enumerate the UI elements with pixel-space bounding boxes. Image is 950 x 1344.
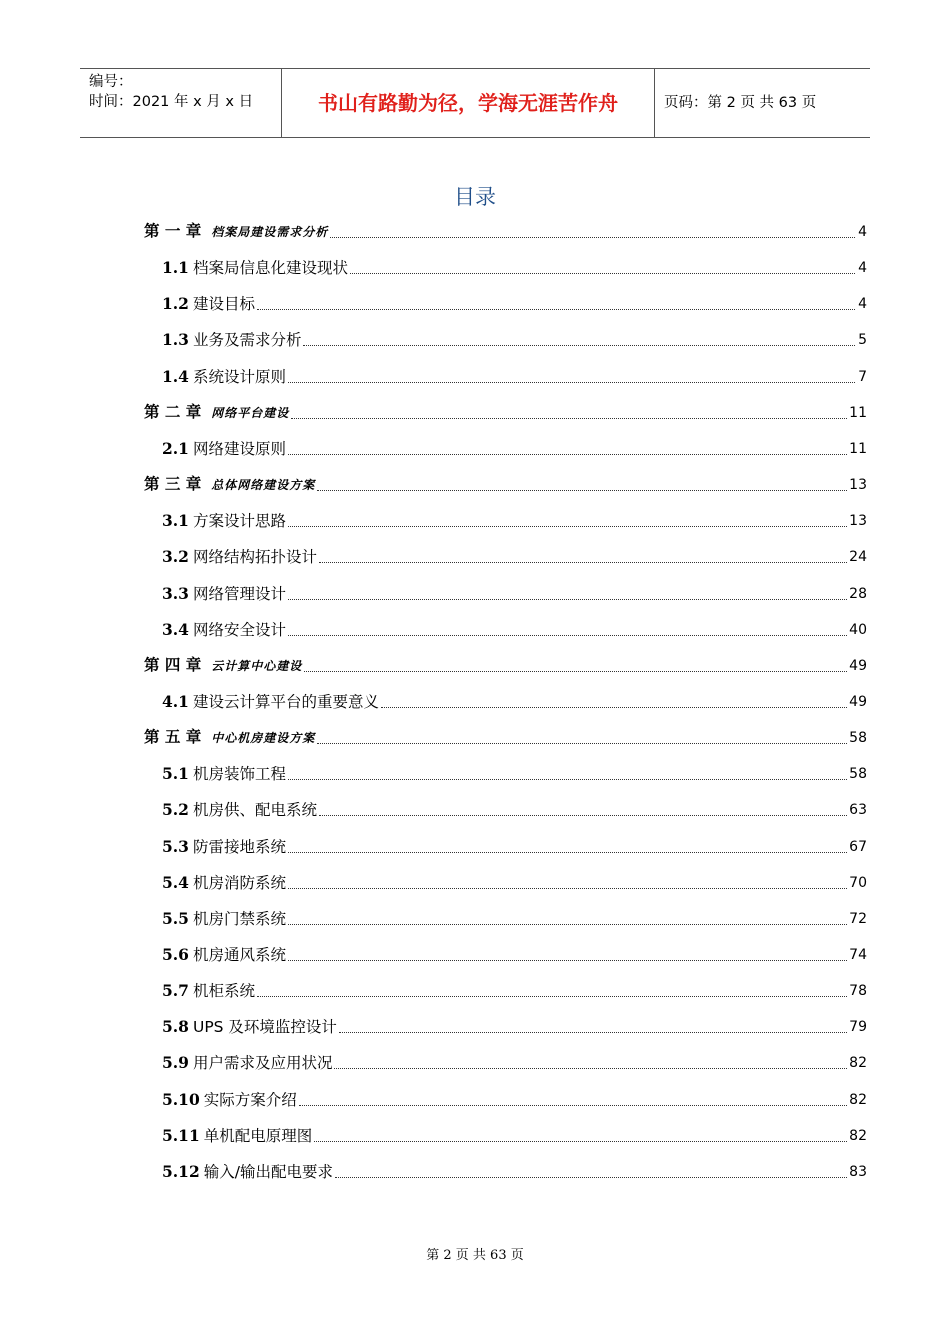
toc-leader-dots (381, 706, 847, 708)
toc-entry-number: 4.1 (162, 692, 189, 711)
toc-section-entry[interactable] (162, 1123, 867, 1147)
toc-page-number: 83 (849, 1164, 867, 1180)
toc-entry-number: 3.2 (162, 547, 189, 566)
toc-leader-dots (317, 489, 847, 491)
toc-leader-dots (319, 561, 847, 563)
toc-entry-title: 实际方案介绍 (203, 1091, 297, 1109)
toc-entry-title: 用户需求及应用状况 (192, 1054, 333, 1072)
toc-section-entry[interactable] (162, 617, 867, 641)
toc-entry-title: 机房通风系统 (192, 946, 286, 964)
toc-section-entry[interactable] (162, 870, 867, 894)
toc-chapter-entry[interactable] (144, 653, 867, 677)
toc-entry-label (162, 1126, 312, 1147)
toc-entry-number: 1.3 (162, 330, 189, 349)
toc-leader-dots (288, 634, 847, 636)
toc-leader-dots (334, 1067, 847, 1069)
toc-entry-title: 总体网络建设方案 (211, 478, 316, 492)
toc-entry-title: 档案局建设需求分析 (211, 225, 329, 239)
toc-entry-label (162, 1162, 333, 1183)
toc-entry-number: 5.1 (162, 764, 189, 783)
header-divider (654, 69, 655, 137)
toc-entry-label (162, 800, 317, 821)
toc-entry-title: 机房供、配电系统 (192, 801, 317, 819)
toc-section-entry[interactable] (162, 1159, 867, 1183)
toc-entry-number: 3.4 (162, 620, 189, 639)
toc-entry-number: 第 五 章 (144, 727, 202, 746)
toc-entry-number: 3.1 (162, 511, 189, 530)
toc-leader-dots (257, 308, 855, 310)
toc-entry-label (162, 1017, 337, 1038)
header-page-info: 页码：第 2 页 共 63 页 (664, 95, 817, 111)
toc-page-number: 4 (858, 296, 867, 312)
date-label: 时间：2021 年 x 月 x 日 (89, 94, 254, 110)
toc-page-number: 7 (858, 369, 867, 385)
toc-entry-label (144, 221, 328, 243)
toc-leader-dots (319, 814, 847, 816)
toc-entry-number: 第 四 章 (144, 655, 202, 674)
toc-page-number: 40 (849, 622, 867, 638)
toc-entry-number: 5.9 (162, 1053, 189, 1072)
toc-leader-dots (288, 923, 847, 925)
toc-entry-number: 5.3 (162, 837, 189, 856)
toc-page-number: 4 (858, 224, 867, 240)
toc-entry-label (162, 764, 286, 785)
toc-entry-title: 建设云计算平台的重要意义 (192, 693, 379, 711)
toc-entry-label (144, 655, 302, 677)
toc-entry-title: 网络管理设计 (192, 585, 286, 603)
toc-entry-label (162, 837, 286, 858)
toc-leader-dots (291, 417, 847, 419)
toc-entry-label (162, 1053, 332, 1074)
toc-leader-dots (288, 381, 855, 383)
toc-page-number: 72 (849, 911, 867, 927)
toc-entry-number: 第 一 章 (144, 221, 202, 240)
toc-page-number: 82 (849, 1055, 867, 1071)
toc-entry-number: 3.3 (162, 584, 189, 603)
toc-entry-number: 5.5 (162, 909, 189, 928)
toc-entry-number: 第 三 章 (144, 474, 202, 493)
toc-page-number: 78 (849, 983, 867, 999)
toc-leader-dots (288, 959, 847, 961)
toc-section-entry[interactable] (162, 364, 867, 388)
toc-page-number: 28 (849, 586, 867, 602)
toc-entry-title: 档案局信息化建设现状 (192, 259, 348, 277)
toc-section-entry[interactable] (162, 436, 867, 460)
toc-entry-title: UPS 及环境监控设计 (192, 1018, 337, 1036)
toc-entry-label (162, 511, 286, 532)
toc-page-number: 67 (849, 839, 867, 855)
toc-entry-title: 防雷接地系统 (192, 838, 286, 856)
toc-entry-label (162, 945, 286, 966)
toc-section-entry[interactable] (162, 797, 867, 821)
document-header (80, 68, 870, 138)
toc-page-number: 63 (849, 802, 867, 818)
toc-entry-title: 建设目标 (192, 295, 255, 313)
toc-leader-dots (314, 1140, 847, 1142)
toc-leader-dots (257, 995, 847, 997)
toc-entry-title: 云计算中心建设 (211, 659, 303, 673)
toc-page-number: 79 (849, 1019, 867, 1035)
toc-leader-dots (288, 778, 847, 780)
toc-section-entry[interactable] (162, 978, 867, 1002)
toc-entry-title: 网络平台建设 (211, 406, 290, 420)
toc-entry-title: 机房装饰工程 (192, 765, 286, 783)
toc-section-entry[interactable] (162, 1087, 867, 1111)
header-motto: 书山有路勤为径，学海无涯苦作舟 (318, 91, 618, 115)
toc-entry-title: 网络安全设计 (192, 621, 286, 639)
toc-entry-number: 5.4 (162, 873, 189, 892)
toc-section-entry[interactable] (162, 1050, 867, 1074)
toc-section-entry[interactable] (162, 327, 867, 351)
toc-leader-dots (303, 344, 855, 346)
toc-section-entry[interactable] (162, 291, 867, 315)
toc-chapter-entry[interactable] (144, 219, 867, 243)
toc-entry-title: 机房消防系统 (192, 874, 286, 892)
toc-page-number: 13 (849, 477, 867, 493)
toc-section-entry[interactable] (162, 761, 867, 785)
toc-entry-label (144, 474, 315, 496)
toc-entry-label (162, 873, 286, 894)
toc-section-entry[interactable] (162, 255, 867, 279)
toc-section-entry[interactable] (162, 544, 867, 568)
toc-entry-number: 1.4 (162, 367, 189, 386)
toc-page-number: 11 (849, 405, 867, 421)
toc-page-number: 82 (849, 1128, 867, 1144)
toc-entry-number: 5.6 (162, 945, 189, 964)
toc-entry-label (162, 330, 301, 351)
toc-chapter-entry[interactable] (144, 725, 867, 749)
toc-entry-title: 机柜系统 (192, 982, 255, 1000)
toc-chapter-entry[interactable] (144, 400, 867, 424)
toc-leader-dots (350, 272, 855, 274)
toc-section-entry[interactable] (162, 689, 867, 713)
toc-entry-number: 2.1 (162, 439, 189, 458)
toc-section-entry[interactable] (162, 1014, 867, 1038)
toc-leader-dots (288, 598, 847, 600)
toc-section-entry[interactable] (162, 581, 867, 605)
toc-entry-label (162, 367, 286, 388)
toc-page-number: 74 (849, 947, 867, 963)
toc-entry-label (162, 294, 255, 315)
toc-entry-label (162, 258, 348, 279)
toc-page-number: 82 (849, 1092, 867, 1108)
toc-entry-label (162, 439, 286, 460)
toc-entry-label (162, 1090, 297, 1111)
toc-section-entry[interactable] (162, 942, 867, 966)
toc-leader-dots (288, 525, 847, 527)
toc-entry-label (162, 692, 379, 713)
toc-entry-label (144, 727, 315, 749)
toc-entry-title: 单机配电原理图 (203, 1127, 313, 1145)
toc-entry-title: 方案设计思路 (192, 512, 286, 530)
toc-leader-dots (304, 670, 847, 672)
toc-page-number: 49 (849, 658, 867, 674)
toc-section-entry[interactable] (162, 834, 867, 858)
toc-entry-number: 5.7 (162, 981, 189, 1000)
toc-entry-number: 1.2 (162, 294, 189, 313)
toc-page-number: 4 (858, 260, 867, 276)
toc-entry-number: 5.12 (162, 1162, 200, 1181)
toc-title: 目录 (454, 185, 496, 209)
toc-entry-title: 业务及需求分析 (192, 331, 302, 349)
toc-page-number: 13 (849, 513, 867, 529)
toc-leader-dots (335, 1176, 847, 1178)
toc-entry-label (162, 547, 317, 568)
toc-entry-label (162, 909, 286, 930)
toc-section-entry[interactable] (162, 508, 867, 532)
toc-page-number: 49 (849, 694, 867, 710)
toc-entry-label (162, 981, 255, 1002)
toc-page-number: 24 (849, 549, 867, 565)
toc-leader-dots (288, 887, 847, 889)
toc-page-number: 58 (849, 766, 867, 782)
toc-leader-dots (330, 236, 855, 238)
toc-entry-label (162, 620, 286, 641)
toc-leader-dots (339, 1031, 847, 1033)
toc-entry-number: 5.2 (162, 800, 189, 819)
toc-leader-dots (288, 453, 847, 455)
toc-entry-number: 第 二 章 (144, 402, 202, 421)
toc-entry-label (162, 584, 286, 605)
page-footer: 第 2 页 共 63 页 (426, 1248, 524, 1263)
toc-chapter-entry[interactable] (144, 472, 867, 496)
toc-entry-title: 网络结构拓扑设计 (192, 548, 317, 566)
toc-entry-title: 中心机房建设方案 (211, 731, 316, 745)
toc-leader-dots (317, 742, 847, 744)
toc-page-number: 70 (849, 875, 867, 891)
toc-entry-title: 系统设计原则 (192, 368, 286, 386)
toc-entry-title: 网络建设原则 (192, 440, 286, 458)
toc-leader-dots (288, 851, 847, 853)
toc-entry-label (144, 402, 289, 424)
toc-section-entry[interactable] (162, 906, 867, 930)
toc-entry-number: 1.1 (162, 258, 189, 277)
number-label: 编号： (89, 74, 133, 90)
toc-page-number: 11 (849, 441, 867, 457)
toc-page-number: 5 (858, 332, 867, 348)
toc-entry-number: 5.10 (162, 1090, 200, 1109)
toc-leader-dots (299, 1104, 847, 1106)
toc-entry-number: 5.11 (162, 1126, 200, 1145)
header-meta (89, 72, 253, 112)
toc-entry-title: 输入/输出配电要求 (203, 1163, 333, 1181)
toc-entry-title: 机房门禁系统 (192, 910, 286, 928)
toc-page-number: 58 (849, 730, 867, 746)
toc-entry-number: 5.8 (162, 1017, 189, 1036)
